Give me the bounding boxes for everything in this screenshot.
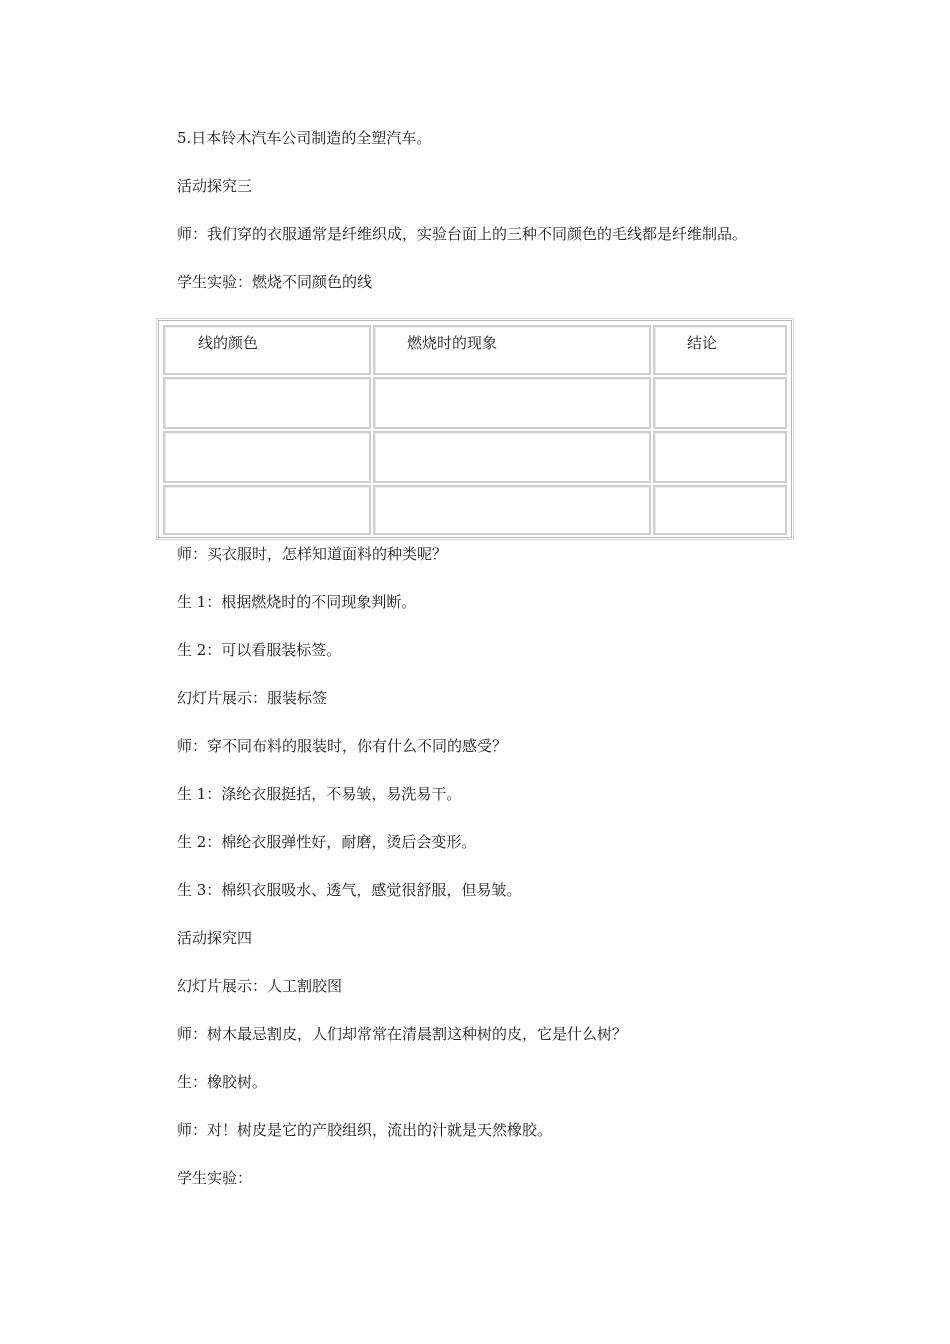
table-cell: [653, 377, 787, 429]
paragraph: 生 2：可以看服装标签。: [177, 641, 342, 659]
paragraph: 师：我们穿的衣服通常是纤维织成，实验台面上的三种不同颜色的毛线都是纤维制品。: [177, 225, 748, 243]
table-cell: [163, 431, 371, 483]
paragraph: 师：穿不同布料的服装时，你有什么不同的感受？: [177, 737, 508, 755]
table-cell: [653, 431, 787, 483]
table-header-cell: [163, 325, 371, 375]
paragraph: 幻灯片展示：人工割胶图: [177, 977, 343, 995]
table-header-phenomenon: 燃烧时的现象: [407, 334, 498, 352]
table-cell: [373, 485, 651, 535]
table-cell: [163, 485, 371, 535]
table-header-cell: [653, 325, 787, 375]
table-header-color: 线的颜色: [198, 334, 259, 352]
table-cell: [373, 377, 651, 429]
experiment-table: [156, 318, 794, 540]
paragraph: 生 1：根据燃烧时的不同现象判断。: [177, 593, 417, 611]
table-cell: [653, 485, 787, 535]
paragraph: 幻灯片展示：服装标签: [177, 689, 328, 707]
paragraph: 师：对！树皮是它的产胶组织，流出的汁就是天然橡胶。: [177, 1121, 553, 1139]
table-cell: [163, 377, 371, 429]
paragraph: 生 1：涤纶衣服挺括，不易皱，易洗易干。: [177, 785, 462, 803]
section-heading: 活动探究三: [177, 177, 253, 195]
section-heading: 活动探究四: [177, 929, 253, 947]
table-cell: [373, 431, 651, 483]
table-header-cell: [373, 325, 651, 375]
paragraph: 生 3：棉织衣服吸水、透气，感觉很舒服，但易皱。: [177, 881, 522, 899]
table-header-conclusion: 结论: [687, 334, 718, 352]
paragraph: 学生实验：燃烧不同颜色的线: [177, 273, 373, 291]
paragraph: 生：橡胶树。: [177, 1073, 268, 1091]
paragraph: 生 2：棉纶衣服弹性好，耐磨，烫后会变形。: [177, 833, 477, 851]
paragraph: 学生实验：: [177, 1169, 253, 1187]
paragraph: 师：买衣服时，怎样知道面料的种类呢？: [177, 545, 448, 563]
paragraph: 师：树木最忌割皮，人们却常常在清晨割这种树的皮，它是什么树？: [177, 1025, 628, 1043]
paragraph: 5.日本铃木汽车公司制造的全塑汽车。: [177, 129, 432, 147]
